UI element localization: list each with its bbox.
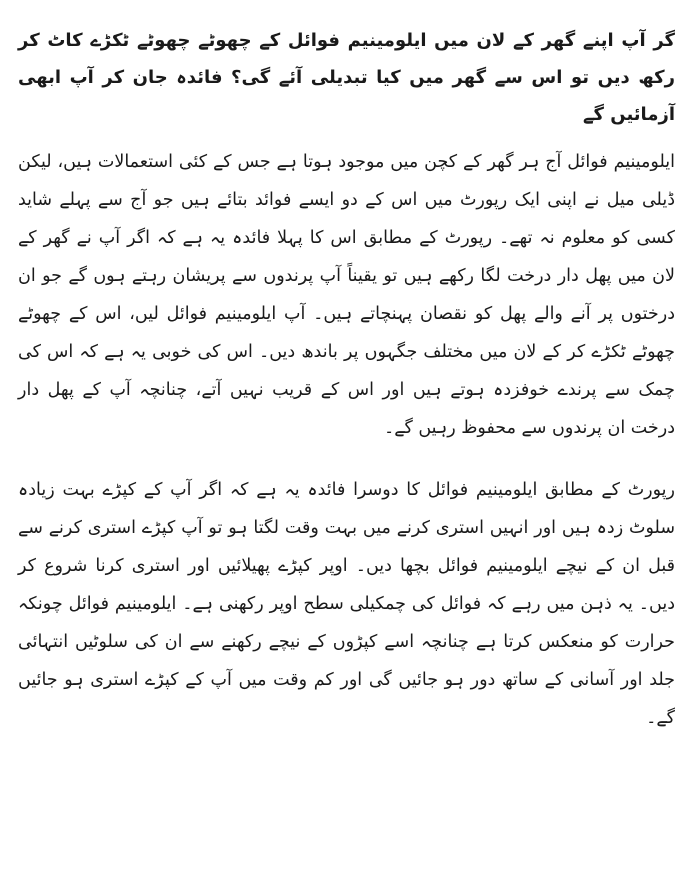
article-paragraph-2: رپورٹ کے مطابق ایلومینیم فوائل کا دوسرا فائدہ یہ ہے کہ اگر آپ کے کپڑے بہت زیادہ سلوٹ زدہ ہیں اور انہیں استری کرنے میں بہت وقت لگتا ہو تو آپ کپڑے استری کرنے سے قبل ان کے نیچے ایلومینیم فوائل بچھا دیں۔ اوپر کپڑے پھیلائیں اور استری کرنا شروع کر دیں۔ یہ ذہن میں رہے کہ فوائل کی چمکیلی سطح اوپر رکھنی ہے۔ ایلومینیم فوائل چونکہ حرارت کو منعکس کرتا ہے چنانچہ اسے کپڑوں کے نیچے رکھنے سے ان کی سلوٹیں انتہائی جلد اور آسانی کے ساتھ دور ہو جائیں گی اور کم وقت میں آپ کے کپڑے استری ہو جائیں گے۔ bbox=[18, 480, 675, 728]
article-headline: گر آپ اپنے گھر کے لان میں ایلومینیم فوائل کے چھوٹے چھوٹے ٹکڑے کاٹ کر رکھ دیں تو اس سے گھر میں کیا تبدیلی آئے گی؟ فائدہ جان کر آپ ابھی آزمائیں گے bbox=[18, 30, 675, 125]
article-paragraph-1: ایلومینیم فوائل آج ہر گھر کے کچن میں موجود ہوتا ہے جس کے کئی استعمالات ہیں، لیکن ڈیلی میل نے اپنی ایک رپورٹ میں اس کے دو ایسے فوائد بتائے ہیں جو آج سے پہلے شاید کسی کو معلوم نہ تھے۔ رپورٹ کے مطابق اس کا پہلا فائدہ یہ ہے کہ اگر آپ نے گھر کے لان میں پھل دار درخت لگا رکھے ہیں تو یقیناً آپ پرندوں سے پریشان رہتے ہوں گے جو ان درختوں پر آنے والے پھل کو نقصان پہنچاتے ہیں۔ آپ ایلومینیم فوائل لیں، اس کے چھوٹے چھوٹے ٹکڑے کر کے لان میں مختلف جگہوں پر باندھ دیں۔ اس کی خوبی یہ ہے کہ اس کی چمک سے پرندے خوفزدہ ہوتے ہیں اور اس کے قریب نہیں آتے، چنانچہ آپ کے پھل دار درخت ان پرندوں سے محفوظ رہیں گے۔ bbox=[18, 152, 675, 438]
